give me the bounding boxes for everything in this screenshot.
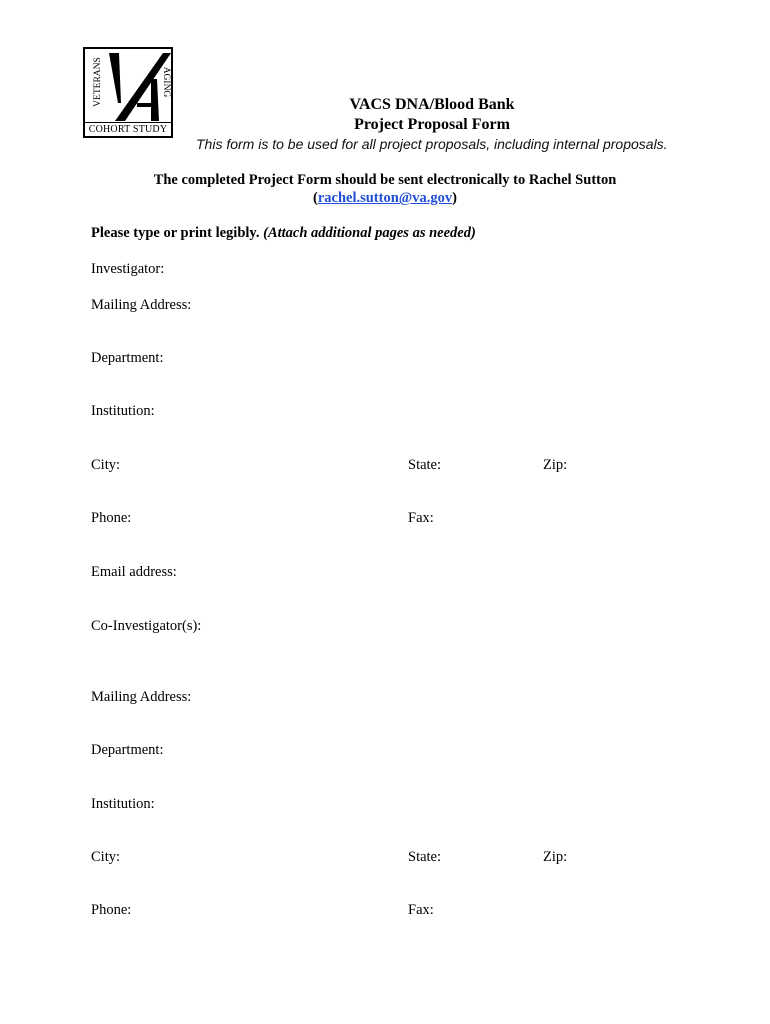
attach-pages-note: (Attach additional pages as needed)	[263, 225, 476, 241]
legibility-note	[91, 225, 476, 242]
co-city-label: City:	[91, 849, 121, 865]
form-subtitle: This form is to be used for all project proposals, including internal proposals.	[196, 136, 668, 152]
form-title-line2: Project Proposal Form	[354, 116, 510, 133]
logo-cohort-study-text: COHORT STUDY	[85, 122, 171, 136]
state-label: State:	[408, 457, 442, 473]
logo-veterans-text: VETERANS	[93, 57, 103, 107]
co-state-label: State:	[408, 849, 442, 865]
legibility-text: Please type or print legibly.	[91, 225, 260, 241]
institution-label: Institution:	[91, 403, 155, 419]
contact-email-link[interactable]: rachel.sutton@va.gov	[317, 190, 453, 206]
co-department-label: Department:	[91, 742, 164, 758]
email-address-label: Email address:	[91, 564, 177, 580]
submission-instruction: The completed Project Form should be sent electronically to Rachel Sutton	[153, 172, 617, 188]
co-fax-label: Fax:	[408, 902, 434, 918]
co-mailing-address-label: Mailing Address:	[91, 689, 192, 705]
form-title-line1: VACS DNA/Blood Bank	[349, 96, 515, 113]
paren-close: )	[452, 190, 457, 206]
paren-open: (	[312, 190, 318, 206]
co-phone-label: Phone:	[91, 902, 132, 918]
co-investigators-label: Co-Investigator(s):	[91, 618, 202, 634]
co-institution-label: Institution:	[91, 796, 155, 812]
zip-label: Zip:	[543, 457, 568, 473]
city-label: City:	[91, 457, 121, 473]
mailing-address-label: Mailing Address:	[91, 297, 192, 313]
phone-label: Phone:	[91, 510, 132, 526]
submission-email-line	[0, 190, 770, 207]
investigator-label: Investigator:	[91, 261, 165, 277]
co-zip-label: Zip:	[543, 849, 568, 865]
department-label: Department:	[91, 350, 164, 366]
vacs-logo	[83, 47, 173, 138]
logo-aging-text: AGING	[161, 66, 171, 98]
fax-label: Fax:	[408, 510, 434, 526]
